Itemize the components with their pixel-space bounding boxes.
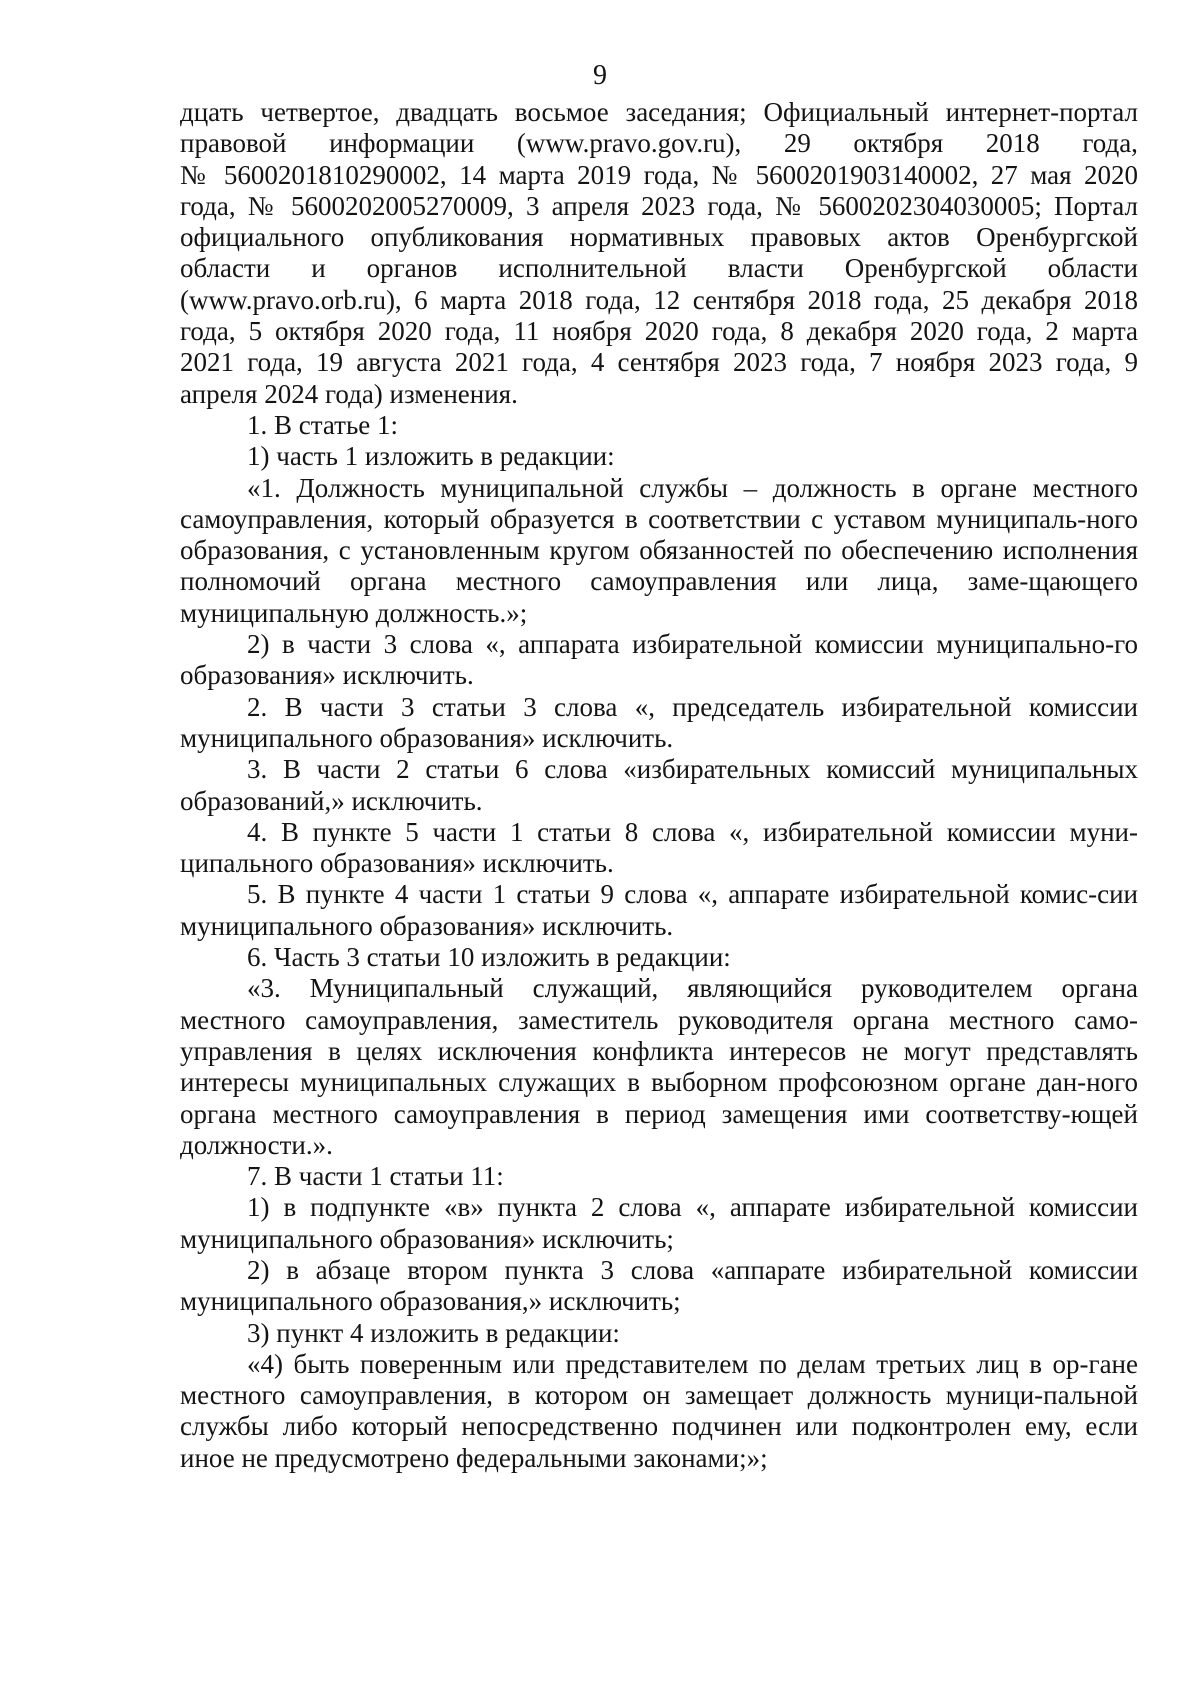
paragraph-article-8: 4. В пункте 5 части 1 статьи 8 слова «, избирательной комиссии муни-ципального образования» исключить. [180,816,1138,879]
paragraph-article-1: 1. В статье 1: [247,409,399,440]
document-text [180,97,1138,1474]
paragraph-article-11: 7. В части 1 статьи 11: [247,1161,504,1192]
paragraph-quote-1: «1. Должность муниципальной службы – должность в органе местного самоуправления, который образуется в соответствии с уставом муниципаль-ного образования, с установленным кругом обязанностей по обеспечению исполнения полномочий органа местного самоуправления или лица, заме-щающего муниципальную должность.»; [180,472,1138,628]
paragraph-item-1-2: 2) в части 3 слова «, аппарата избирательной комиссии муниципально-го образования» исключить. [180,629,1138,691]
text-line: 2021 года, 19 августа 2021 года, 4 сентября 2023 года, 7 ноября 2023 года, 9 [180,347,1138,378]
paragraph-article-10: 6. Часть 3 статьи 10 изложить в редакции: [247,942,731,973]
paragraph-item-1-1: 1) часть 1 изложить в редакции: [247,441,615,472]
word: власти [727,253,804,284]
paragraph-quote-3: «3. Муниципальный служащий, являющийся руководителем органа местного самоуправления, заместитель руководителя органа местного само-управления в целях исключения конфликта интересов не могут представлять интересы муниципальных служащих в выборном профсоюзном органе дан-ного органа местного самоуправления в период замещения ими соответству-ющей должности.». [180,973,1138,1160]
page-number: 9 [593,60,607,91]
paragraph-item-11-3: 3) пункт 4 изложить в редакции: [247,1317,620,1348]
word: органов [366,253,458,284]
text-line: апреля 2024 года) изменения. [180,378,518,409]
paragraph-article-6: 3. В части 2 статьи 6 слова «избирательных комиссий муниципальных образований,» исключить. [180,754,1138,816]
word: исполнительной [498,253,687,284]
paragraph-item-11-1: 1) в подпункте «в» пункта 2 слова «, аппарате избирательной комиссии муниципального образования» исключить; [180,1192,1138,1254]
word: правовой [180,128,287,159]
word: года, [1082,128,1138,159]
word: Оренбургской [844,253,1007,284]
word: и [311,253,326,284]
word: 2018 [985,128,1040,159]
word: области [1047,253,1138,284]
text-line-spread [180,253,1138,284]
word: информации [329,128,475,159]
text-line: года, № 5600202005270009, 3 апреля 2023 года, № 5600202304030005; Портал [180,190,1138,221]
intro-paragraph [180,97,1138,410]
text-line: дцать четвертое, двадцать восьмое заседания; Официальный интернет-портал [180,97,1138,127]
word: (www.pravo.gov.ru), [516,128,742,159]
text-line: № 5600201810290002, 14 марта 2019 года, № 5600201903140002, 27 мая 2020 [180,159,1138,190]
text-line: года, 5 октября 2020 года, 11 ноября 2020 года, 8 декабря 2020 года, 2 марта [180,316,1138,347]
paragraph-article-3: 2. В части 3 статьи 3 слова «, председатель избирательной комиссии муниципального образования» исключить. [180,691,1138,753]
text-line-spread [180,128,1138,159]
paragraph-item-11-2: 2) в абзаце втором пункта 3 слова «аппарате избирательной комиссии муниципального образования,» исключить; [180,1254,1138,1317]
text-line: (www.pravo.orb.ru), 6 марта 2018 года, 12 сентября 2018 года, 25 декабря 2018 [180,284,1138,315]
text-line: официального опубликования нормативных правовых актов Оренбургской [180,222,1138,253]
paragraph-quote-4: «4) быть поверенным или представителем по делам третьих лиц в ор-гане местного самоуправления, в котором он замещает должность муници-пальной службы либо который непосредственно подчинен или подконтролен ему, если иное не предусмотрено федеральными законами;»; [180,1348,1138,1473]
paragraph-article-9: 5. В пункте 4 части 1 статьи 9 слова «, аппарате избирательной комис-сии муниципального образования» исключить. [180,879,1138,941]
word: области [180,253,271,284]
word: октября [853,128,944,159]
word: 29 [783,128,811,159]
